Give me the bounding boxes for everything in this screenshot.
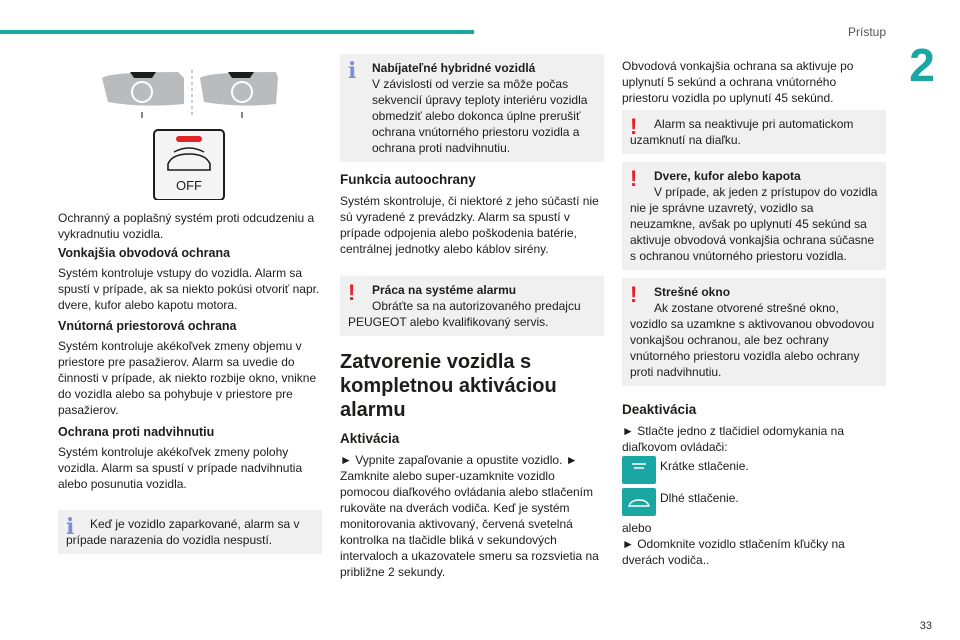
info-icon: i <box>348 58 357 84</box>
warning-text: Alarm sa neaktivuje pri automatickom uzamknutí na diaľku. <box>630 117 854 147</box>
heading-inner-protection: Vnútorná priestorová ochrana <box>58 319 237 333</box>
chapter-number: 2 <box>909 39 935 91</box>
big-heading: Zatvorenie vozidla s kompletnou aktiváciou alarmu <box>340 351 557 421</box>
heading-outer-protection: Vonkajšia obvodová ochrana <box>58 246 231 260</box>
section-title: Prístup <box>847 25 886 39</box>
activation-delay-text: Obvodová vonkajšia ochrana sa aktivuje po uplynutí 5 sekúnd a ochrana vnútorného priestoru vozidla po uplynutí 45 sekúnd. <box>622 59 854 105</box>
warning-text: Obráťte sa na autorizovaného predajcu PEUGEOT alebo kvalifikovaný servis. <box>348 299 581 329</box>
outer-protection-text: Systém kontroluje vstupy do vozidla. Alarm sa spustí v prípade, ak sa niekto pokúsi otvoriť napr. dvere, kufor alebo kapotu motora. <box>58 266 320 312</box>
short-press-label: Krátke stlačenie. <box>660 459 749 473</box>
warning-title: Dvere, kufor alebo kapota <box>654 169 801 183</box>
warning-box-remote-lock <box>622 110 886 154</box>
info-box-text: Keď je vozidlo zaparkované, alarm sa v prípade narazenia do vozidla nespustí. <box>66 517 300 547</box>
or-text: alebo <box>622 521 652 535</box>
short-press-unlock-icon <box>622 456 656 484</box>
self-protection-text: Systém skontroluje, či niektoré z jeho súčastí nie sú vyradené z prevádzky. Alarm sa spustí v prípade odpojenia alebo poškodenia batérie, centrálnej jednotky alebo káblov sirény. <box>340 194 599 256</box>
warning-title: Práca na systéme alarmu <box>372 283 517 297</box>
tilt-protection-text: Systém kontroluje akékoľvek zmeny polohy vozidla. Alarm sa spustí v prípade nadvihnutia alebo posunutia vozidla. <box>58 445 303 491</box>
interior-mirror-left-icon <box>102 72 184 118</box>
long-press-label: Dlhé stlačenie. <box>660 491 739 505</box>
activation-text: ► Vypnite zapaľovanie a opustite vozidlo. ► Zamknite alebo super-uzamknite vozidlo pomocou diaľkového ovládania alebo stlačením rukoväte na dverách vodiča. Keď je systém monitorovania aktivovaný, červená svetelná kontrolka na tlačidle bliká v sekundových intervaloch a ukazovatele smeru sa rozsvietia na približne 2 sekundy. <box>340 453 599 579</box>
page-number: 33 <box>919 620 932 632</box>
intro-paragraph: Ochranný a poplašný systém proti odcudzeniu a vykradnutiu vozidla. <box>58 211 315 241</box>
warning-box-sunroof <box>622 278 886 386</box>
warning-icon: ! <box>630 282 638 307</box>
heading-activation: Aktivácia <box>340 431 400 446</box>
off-label: OFF <box>176 178 202 193</box>
warning-icon: ! <box>630 166 638 191</box>
inner-protection-text: Systém kontroluje akékoľvek zmeny objemu v priestore pre pasažierov. Alarm sa uvedie do činnosti v prípade, ak niekto rozbije okno, vnikne do vozidla alebo sa pohybuje v priestore pre pasažierov. <box>58 339 317 417</box>
info-box-text: V závislosti od verzie sa môže počas sekvencií úpravy teploty interiéru vozidla obmedziť alebo dokonca úplne prerušiť ochrana vnútorného priestoru vozidla a ochrana proti nadvihnutiu. <box>372 77 588 155</box>
warning-icon: ! <box>630 114 638 139</box>
unlock-handle-text: ► Odomknite vozidlo stlačením kľučky na dverách vodiča.. <box>622 537 845 567</box>
heading-deactivation: Deaktivácia <box>622 402 697 417</box>
warning-box-alarm-work <box>340 276 604 336</box>
warning-text: V prípade, ak jeden z prístupov do vozidla nie je správne uzavretý, vozidlo sa neuzamkne, avšak po uplynutí 45 sekúnd sa aktivuje obvodová vonkajšia ochrana súčasne s ochranou vnútorného priestoru vozidla. <box>630 185 878 263</box>
info-box-parked <box>58 510 322 554</box>
warning-box-doors <box>622 162 886 270</box>
deactivation-text: ► Stlačte jedno z tlačidiel odomykania na diaľkovom ovládači: <box>622 424 844 454</box>
header-bar <box>0 30 474 34</box>
alarm-button-illustration <box>100 60 280 200</box>
long-press-unlock-icon <box>622 488 656 516</box>
heading-tilt-protection: Ochrana proti nadvihnutiu <box>58 425 215 439</box>
info-box-hybrid <box>340 54 604 162</box>
info-icon: i <box>66 514 75 540</box>
info-box-title: Nabíjateľné hybridné vozidlá <box>372 61 536 75</box>
warning-icon: ! <box>348 280 356 305</box>
warning-text: Ak zostane otvorené strešné okno, vozidlo sa uzamkne s aktivovanou obvodovou vonkajšou ochranou, ale bez ochrany vnútorného priestoru vozidla alebo ochrany proti nadvihnutiu. <box>630 301 875 379</box>
interior-mirror-right-icon <box>200 72 278 118</box>
warning-title: Strešné okno <box>654 285 731 299</box>
heading-self-protection: Funkcia autoochrany <box>340 172 476 187</box>
